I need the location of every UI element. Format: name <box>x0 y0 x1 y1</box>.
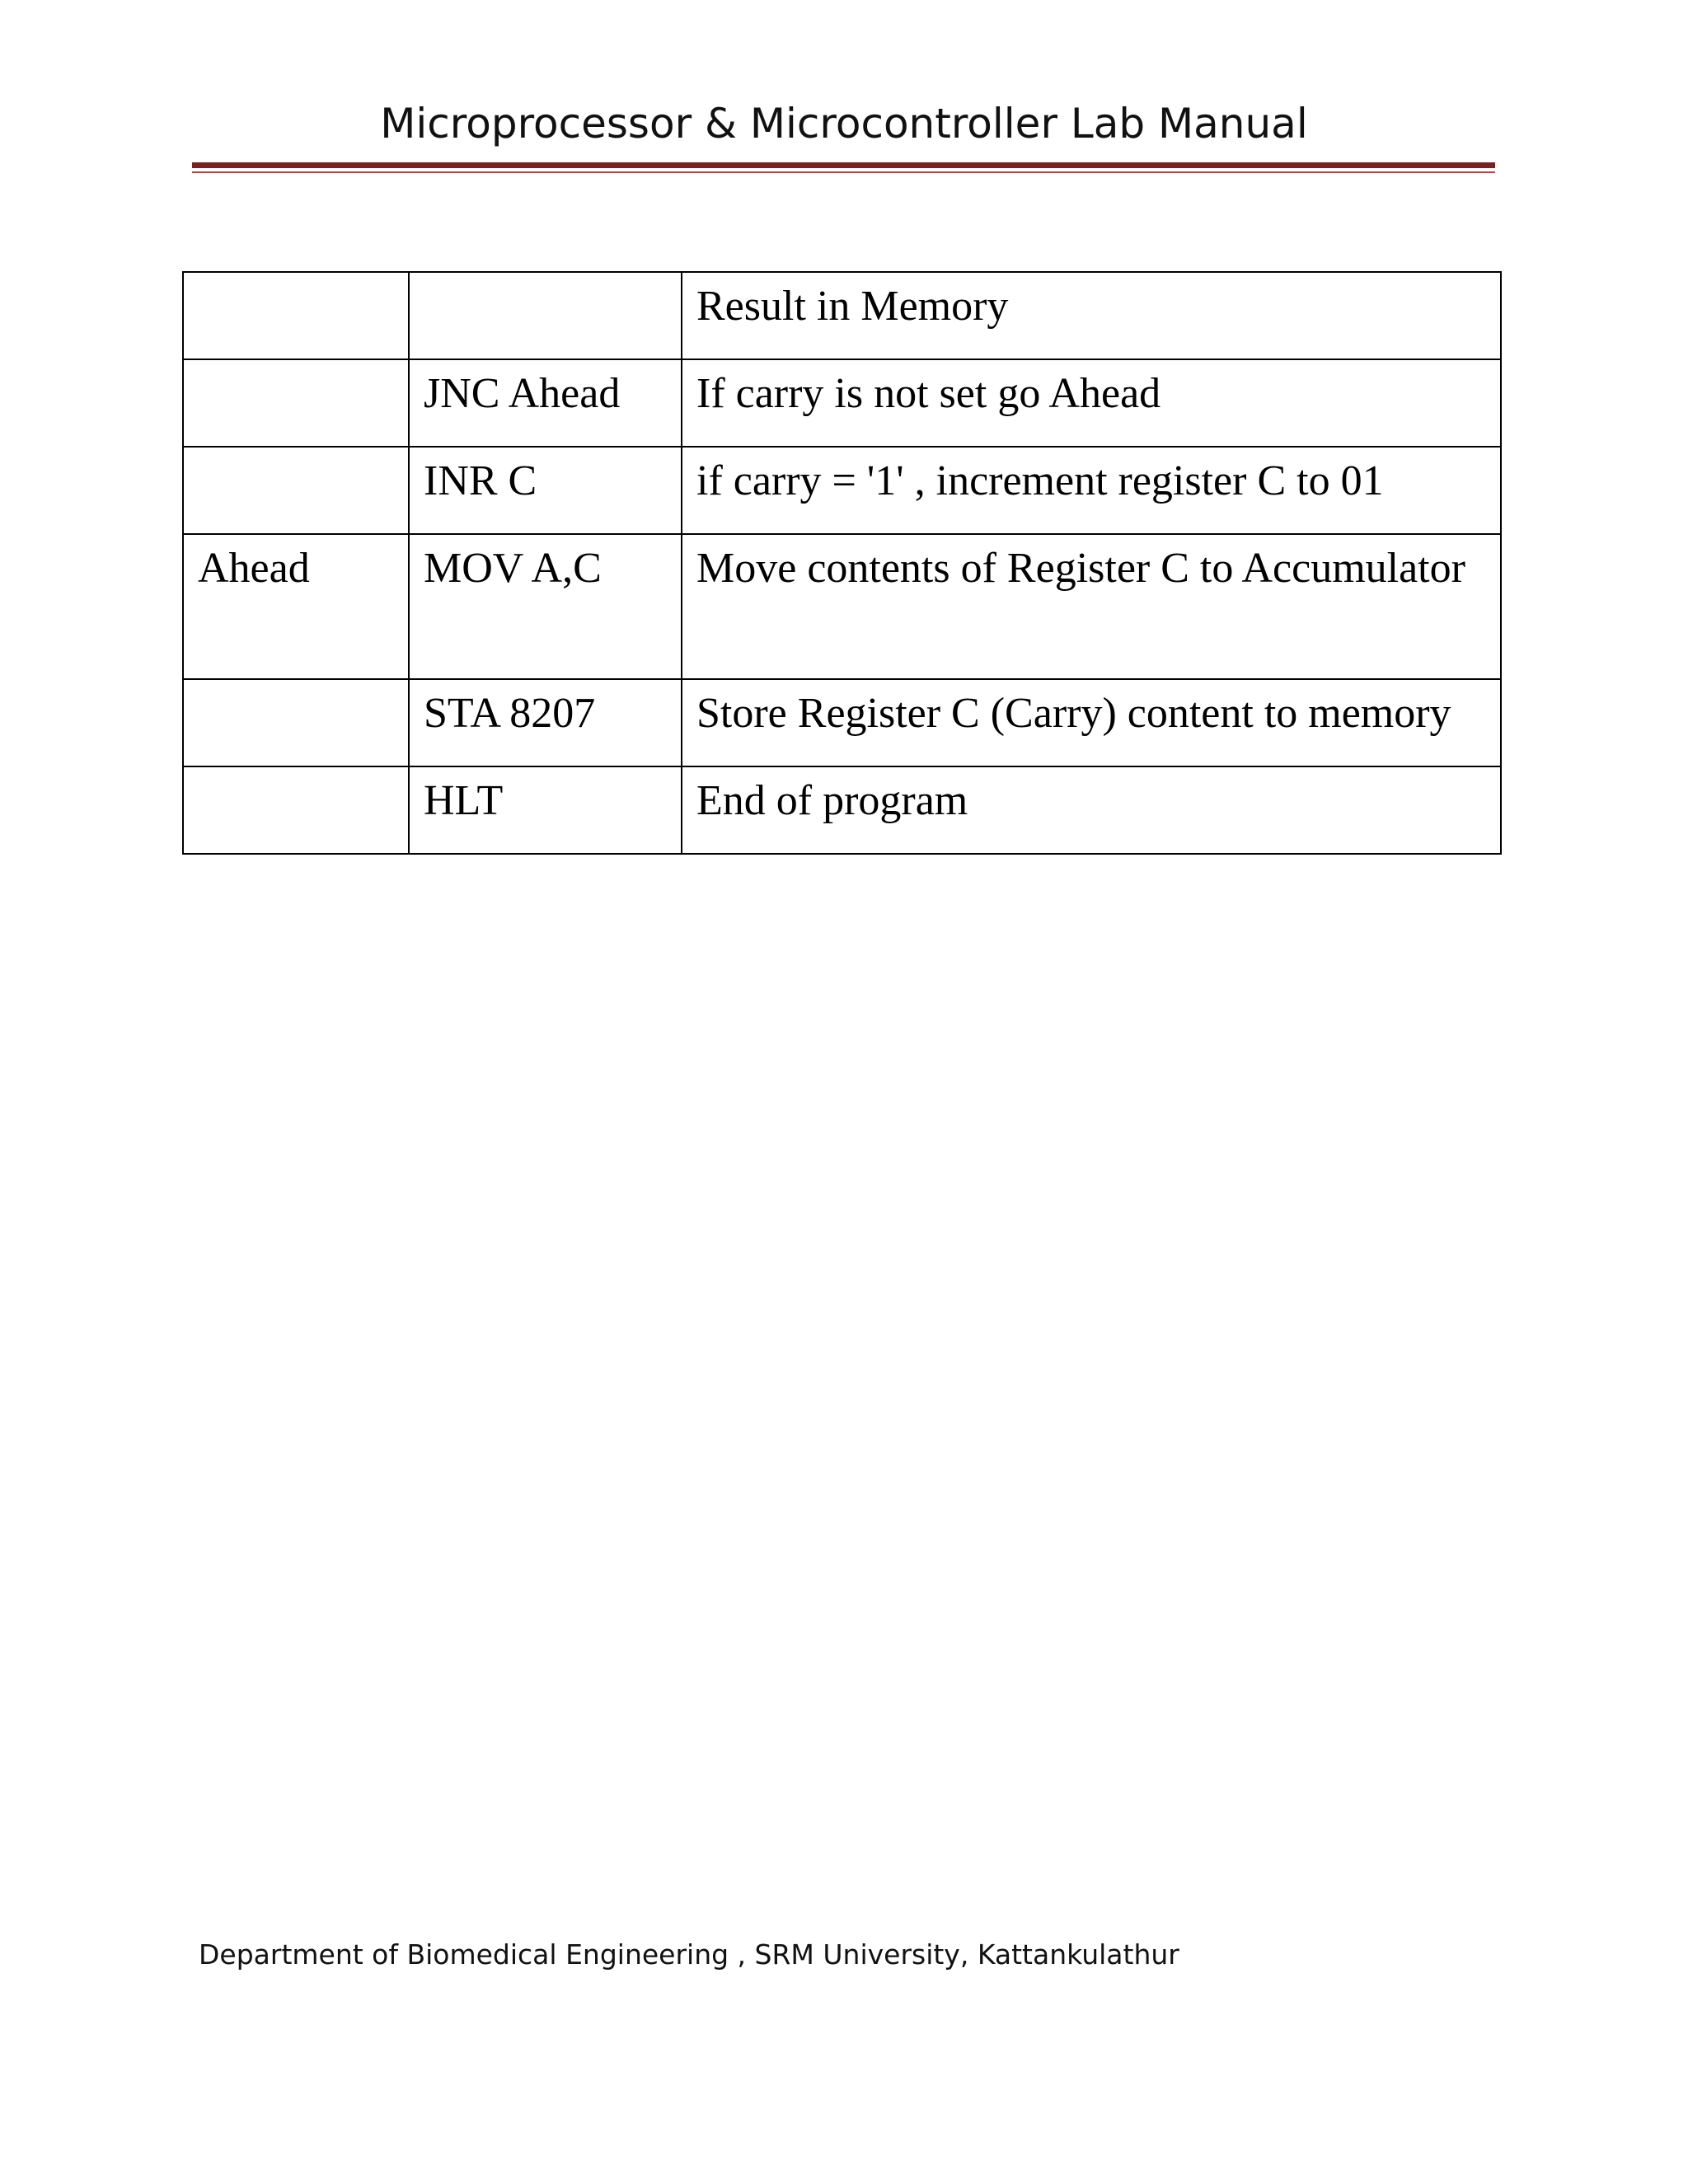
comment-cell: Store Register C (Carry) content to memory <box>682 679 1501 766</box>
label-cell <box>183 447 409 534</box>
table-row <box>183 272 1501 359</box>
mnemonic-cell <box>409 272 682 359</box>
header-divider <box>192 162 1495 168</box>
label-cell: Ahead <box>183 534 409 679</box>
label-cell <box>183 679 409 766</box>
table-row <box>183 359 1501 447</box>
table-row <box>183 534 1501 679</box>
page-header-title: Microprocessor & Microcontroller Lab Manual <box>380 100 1308 148</box>
table-row <box>183 447 1501 534</box>
header-divider-thin <box>192 171 1495 173</box>
table-row <box>183 679 1501 766</box>
label-cell <box>183 766 409 854</box>
label-cell <box>183 272 409 359</box>
mnemonic-cell: STA 8207 <box>409 679 682 766</box>
mnemonic-cell: HLT <box>409 766 682 854</box>
comment-cell: If carry is not set go Ahead <box>682 359 1501 447</box>
table-row <box>183 766 1501 854</box>
mnemonic-cell: MOV A,C <box>409 534 682 679</box>
comment-cell: Result in Memory <box>682 272 1501 359</box>
comment-cell: Move contents of Register C to Accumulator <box>682 534 1501 679</box>
program-table <box>182 271 1502 855</box>
comment-cell: if carry = '1' , increment register C to 01 <box>682 447 1501 534</box>
page-footer: Department of Biomedical Engineering , SRM University, Kattankulathur <box>199 1938 1179 1971</box>
comment-cell: End of program <box>682 766 1501 854</box>
label-cell <box>183 359 409 447</box>
mnemonic-cell: INR C <box>409 447 682 534</box>
mnemonic-cell: JNC Ahead <box>409 359 682 447</box>
